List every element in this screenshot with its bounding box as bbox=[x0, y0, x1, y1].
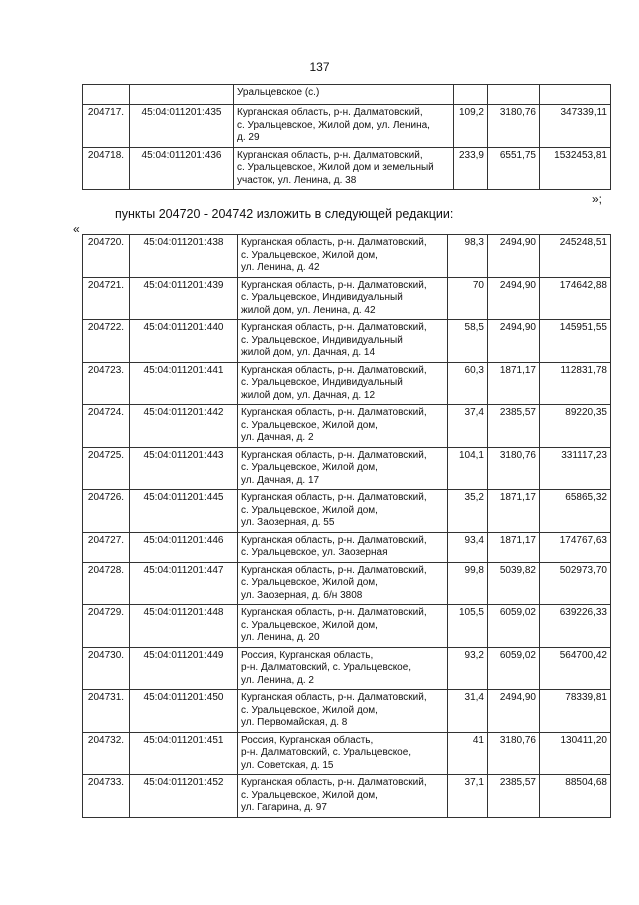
cell-row-number: 204727. bbox=[83, 532, 130, 562]
cell-cadastral-value: 112831,78 bbox=[540, 362, 611, 405]
cell-cadastral-number: 45:04:011201:443 bbox=[130, 447, 238, 490]
closing-quote: »; bbox=[592, 192, 603, 206]
cell-rate: 2494,90 bbox=[488, 320, 540, 363]
cell-cadastral-number: 45:04:011201:438 bbox=[130, 235, 238, 278]
cell-cadastral-number: 45:04:011201:445 bbox=[130, 490, 238, 533]
cell-area: 60,3 bbox=[448, 362, 488, 405]
cell-rate: 2494,90 bbox=[488, 277, 540, 320]
cell-rate: 1871,17 bbox=[488, 362, 540, 405]
cell-cadastral-value: 65865,32 bbox=[540, 490, 611, 533]
cell-area: 58,5 bbox=[448, 320, 488, 363]
table-continuation bbox=[82, 84, 611, 190]
cell-cadastral-number: 45:04:011201:439 bbox=[130, 277, 238, 320]
cell-area: 70 bbox=[448, 277, 488, 320]
cell-address: Курганская область, р-н. Далматовский, с. Уральцевское, Индивидуальный жилой дом, ул. Дачная, д. 14 bbox=[238, 320, 448, 363]
cell-area: 109,2 bbox=[454, 105, 488, 148]
cell-cadastral-number: 45:04:011201:451 bbox=[130, 732, 238, 775]
cell-area: 98,3 bbox=[448, 235, 488, 278]
cell-cadastral-number: 45:04:011201:450 bbox=[130, 690, 238, 733]
cell-cadastral-value: 564700,42 bbox=[540, 647, 611, 690]
cell-area: 99,8 bbox=[448, 562, 488, 605]
table-row bbox=[83, 447, 611, 490]
cell-row-number: 204725. bbox=[83, 447, 130, 490]
table-row bbox=[83, 490, 611, 533]
cell-address: Курганская область, р-н. Далматовский, с. Уральцевское, Жилой дом и земельный участок, ул. Ленина, д. 38 bbox=[234, 147, 454, 190]
cell-row-number: 204721. bbox=[83, 277, 130, 320]
table-row bbox=[83, 562, 611, 605]
cell-row-number: 204729. bbox=[83, 605, 130, 648]
table-row bbox=[83, 405, 611, 448]
table-row bbox=[83, 362, 611, 405]
table-row bbox=[83, 647, 611, 690]
cell-cadastral-value bbox=[540, 85, 611, 105]
cell-area: 93,2 bbox=[448, 647, 488, 690]
cell-address: Россия, Курганская область, р-н. Далматовский, с. Уральцевское, ул. Ленина, д. 2 bbox=[238, 647, 448, 690]
cell-cadastral-number: 45:04:011201:449 bbox=[130, 647, 238, 690]
cell-rate: 3180,76 bbox=[488, 732, 540, 775]
cell-row-number: 204718. bbox=[83, 147, 130, 190]
table-row bbox=[83, 235, 611, 278]
instruction-text: пункты 204720 - 204742 изложить в следующей редакции: bbox=[115, 207, 454, 221]
cell-address: Курганская область, р-н. Далматовский, с. Уральцевское, Жилой дом, ул. Заозерная, д. 55 bbox=[238, 490, 448, 533]
table-row bbox=[83, 85, 611, 105]
cell-cadastral-number: 45:04:011201:446 bbox=[130, 532, 238, 562]
cell-rate: 6059,02 bbox=[488, 647, 540, 690]
cell-cadastral-number: 45:04:011201:436 bbox=[130, 147, 234, 190]
table-row bbox=[83, 732, 611, 775]
cell-cadastral-value: 331117,23 bbox=[540, 447, 611, 490]
cell-cadastral-number: 45:04:011201:447 bbox=[130, 562, 238, 605]
table-row bbox=[83, 277, 611, 320]
cell-rate: 2494,90 bbox=[488, 690, 540, 733]
cell-address: Курганская область, р-н. Далматовский, с. Уральцевское, ул. Заозерная bbox=[238, 532, 448, 562]
cell-address: Россия, Курганская область, р-н. Далматовский, с. Уральцевское, ул. Советская, д. 15 bbox=[238, 732, 448, 775]
cell-cadastral-value: 1532453,81 bbox=[540, 147, 611, 190]
cell-cadastral-number: 45:04:011201:435 bbox=[130, 105, 234, 148]
cell-area: 37,1 bbox=[448, 775, 488, 818]
cell-cadastral-number: 45:04:011201:452 bbox=[130, 775, 238, 818]
cell-rate: 6059,02 bbox=[488, 605, 540, 648]
cell-rate bbox=[488, 85, 540, 105]
cell-row-number: 204732. bbox=[83, 732, 130, 775]
cell-area: 41 bbox=[448, 732, 488, 775]
cell-area: 37,4 bbox=[448, 405, 488, 448]
cell-cadastral-value: 245248,51 bbox=[540, 235, 611, 278]
cell-address: Курганская область, р-н. Далматовский, с. Уральцевское, Индивидуальный жилой дом, ул. Дачная, д. 12 bbox=[238, 362, 448, 405]
cell-cadastral-value: 639226,33 bbox=[540, 605, 611, 648]
cell-area: 105,5 bbox=[448, 605, 488, 648]
cell-area: 93,4 bbox=[448, 532, 488, 562]
table-amended bbox=[82, 234, 611, 818]
cell-rate: 3180,76 bbox=[488, 105, 540, 148]
cell-rate: 6551,75 bbox=[488, 147, 540, 190]
cell-cadastral-value: 89220,35 bbox=[540, 405, 611, 448]
cell-row-number: 204733. bbox=[83, 775, 130, 818]
cell-cadastral-value: 347339,11 bbox=[540, 105, 611, 148]
table-row bbox=[83, 532, 611, 562]
page-number: 137 bbox=[309, 60, 330, 74]
cell-row-number: 204720. bbox=[83, 235, 130, 278]
table-row bbox=[83, 147, 611, 190]
cell-row-number: 204717. bbox=[83, 105, 130, 148]
table-row bbox=[83, 690, 611, 733]
cell-cadastral-value: 130411,20 bbox=[540, 732, 611, 775]
cell-cadastral-value: 145951,55 bbox=[540, 320, 611, 363]
cell-address: Курганская область, р-н. Далматовский, с. Уральцевское, Жилой дом, ул. Ленина, д. 42 bbox=[238, 235, 448, 278]
cell-row-number: 204723. bbox=[83, 362, 130, 405]
cell-rate: 3180,76 bbox=[488, 447, 540, 490]
cell-row-number bbox=[83, 85, 130, 105]
cell-address: Курганская область, р-н. Далматовский, с. Уральцевское, Жилой дом, ул. Первомайская, д. 8 bbox=[238, 690, 448, 733]
table-row bbox=[83, 105, 611, 148]
cell-row-number: 204724. bbox=[83, 405, 130, 448]
cell-cadastral-number: 45:04:011201:448 bbox=[130, 605, 238, 648]
cell-address: Курганская область, р-н. Далматовский, с. Уральцевское, Жилой дом, ул. Заозерная, д. б/н 3808 bbox=[238, 562, 448, 605]
cell-area: 31,4 bbox=[448, 690, 488, 733]
cell-row-number: 204726. bbox=[83, 490, 130, 533]
cell-rate: 1871,17 bbox=[488, 532, 540, 562]
cell-address: Курганская область, р-н. Далматовский, с. Уральцевское, Жилой дом, ул. Ленина, д. 29 bbox=[234, 105, 454, 148]
cell-cadastral-number bbox=[130, 85, 234, 105]
cell-cadastral-value: 78339,81 bbox=[540, 690, 611, 733]
cell-cadastral-value: 88504,68 bbox=[540, 775, 611, 818]
cell-cadastral-number: 45:04:011201:440 bbox=[130, 320, 238, 363]
cell-row-number: 204730. bbox=[83, 647, 130, 690]
cell-cadastral-value: 174642,88 bbox=[540, 277, 611, 320]
cell-cadastral-number: 45:04:011201:441 bbox=[130, 362, 238, 405]
cell-area: 35,2 bbox=[448, 490, 488, 533]
cell-address: Курганская область, р-н. Далматовский, с. Уральцевское, Жилой дом, ул. Ленина, д. 20 bbox=[238, 605, 448, 648]
cell-cadastral-number: 45:04:011201:442 bbox=[130, 405, 238, 448]
cell-cadastral-value: 174767,63 bbox=[540, 532, 611, 562]
cell-address: Курганская область, р-н. Далматовский, с. Уральцевское, Индивидуальный жилой дом, ул. Ленина, д. 42 bbox=[238, 277, 448, 320]
cell-rate: 2385,57 bbox=[488, 775, 540, 818]
table-row bbox=[83, 320, 611, 363]
cell-address: Курганская область, р-н. Далматовский, с. Уральцевское, Жилой дом, ул. Дачная, д. 17 bbox=[238, 447, 448, 490]
cell-rate: 5039,82 bbox=[488, 562, 540, 605]
table-row bbox=[83, 775, 611, 818]
cell-rate: 2385,57 bbox=[488, 405, 540, 448]
cell-cadastral-value: 502973,70 bbox=[540, 562, 611, 605]
cell-area: 104,1 bbox=[448, 447, 488, 490]
cell-address: Курганская область, р-н. Далматовский, с. Уральцевское, Жилой дом, ул. Гагарина, д. 97 bbox=[238, 775, 448, 818]
cell-row-number: 204731. bbox=[83, 690, 130, 733]
table-row bbox=[83, 605, 611, 648]
cell-row-number: 204722. bbox=[83, 320, 130, 363]
cell-address: Курганская область, р-н. Далматовский, с. Уральцевское, Жилой дом, ул. Дачная, д. 2 bbox=[238, 405, 448, 448]
cell-rate: 2494,90 bbox=[488, 235, 540, 278]
cell-area: 233,9 bbox=[454, 147, 488, 190]
cell-area bbox=[454, 85, 488, 105]
opening-quote: « bbox=[73, 222, 80, 236]
cell-row-number: 204728. bbox=[83, 562, 130, 605]
cell-address: Уральцевское (с.) bbox=[234, 85, 454, 105]
cell-rate: 1871,17 bbox=[488, 490, 540, 533]
